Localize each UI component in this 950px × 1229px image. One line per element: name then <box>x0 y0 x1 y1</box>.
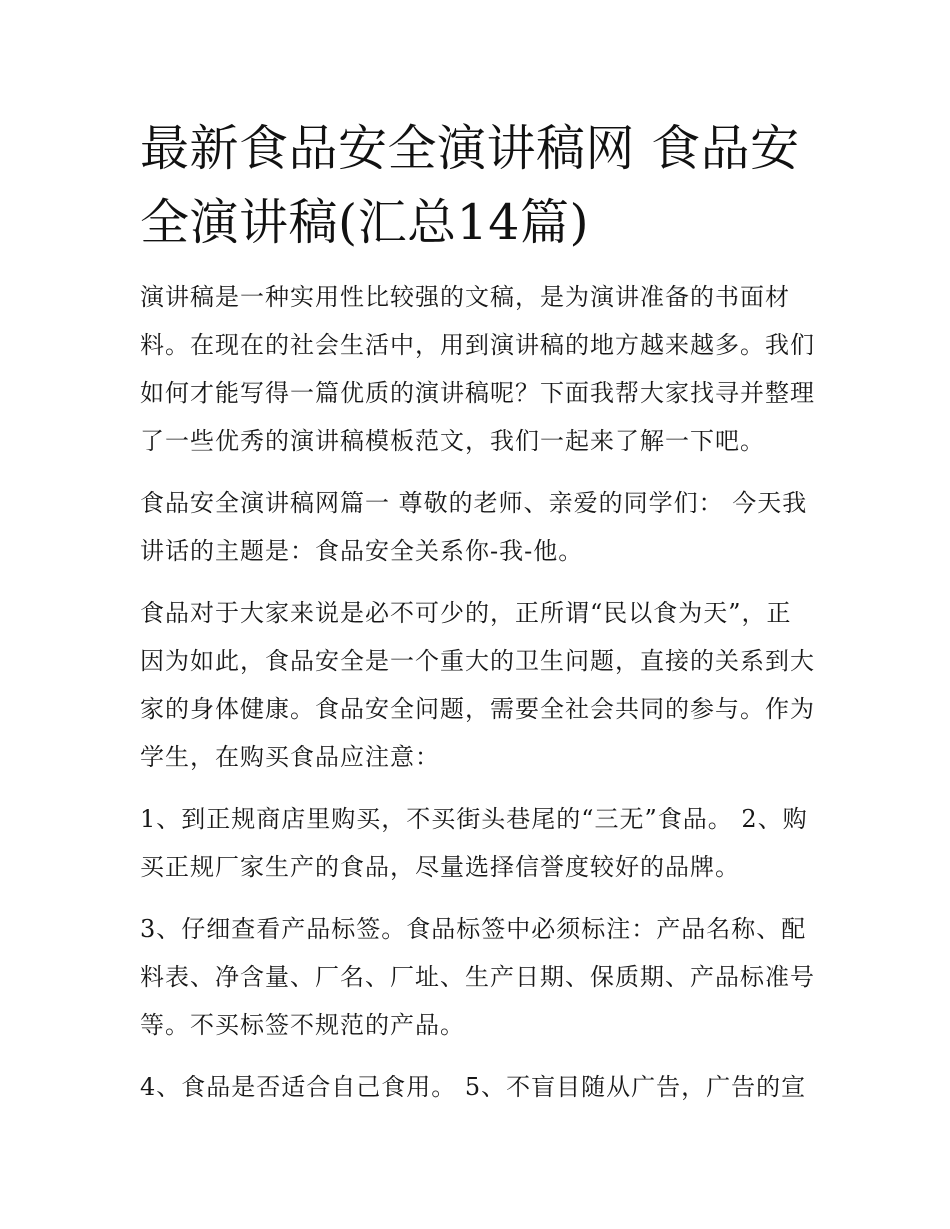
food-importance-paragraph: 食品对于大家来说是必不可少的，正所谓“民以食为天”，正因为如此，食品安全是一个重大的卫生问题，直接的关系到大家的身体健康。食品安全问题，需要全社会共同的参与。作为学生，在购买食品应注意： <box>140 599 815 771</box>
intro-paragraph: 演讲稿是一种实用性比较强的文稿，是为演讲准备的书面材料。在现在的社会生活中，用到演讲稿的地方越来越多。我们如何才能写得一篇优质的演讲稿呢？下面我帮大家找寻并整理了一些优秀的演讲稿模板范文，我们一起来了解一下吧。 <box>140 283 815 455</box>
advice-paragraph-1-2: 1、到正规商店里购买，不买街头巷尾的“三无”食品。 2、购买正规厂家生产的食品，尽量选择信誉度较好的品牌。 <box>140 805 808 881</box>
document-title: 最新食品安全演讲稿网 食品安全演讲稿(汇总14篇) <box>140 120 800 251</box>
advice-paragraph-3: 3、仔细查看产品标签。食品标签中必须标注：产品名称、配料表、净含量、厂名、厂址、生产日期、保质期、产品标准号等。不买标签不规范的产品。 <box>140 915 815 1039</box>
advice-paragraph-4-5: 4、食品是否适合自己食用。 5、不盲目随从广告，广告的宣 <box>140 1073 807 1101</box>
speech-opening-paragraph: 食品安全演讲稿网篇一 尊敬的老师、亲爱的同学们： 今天我讲话的主题是：食品安全关系你-我-他。 <box>140 489 808 565</box>
document-page <box>140 112 815 1111</box>
